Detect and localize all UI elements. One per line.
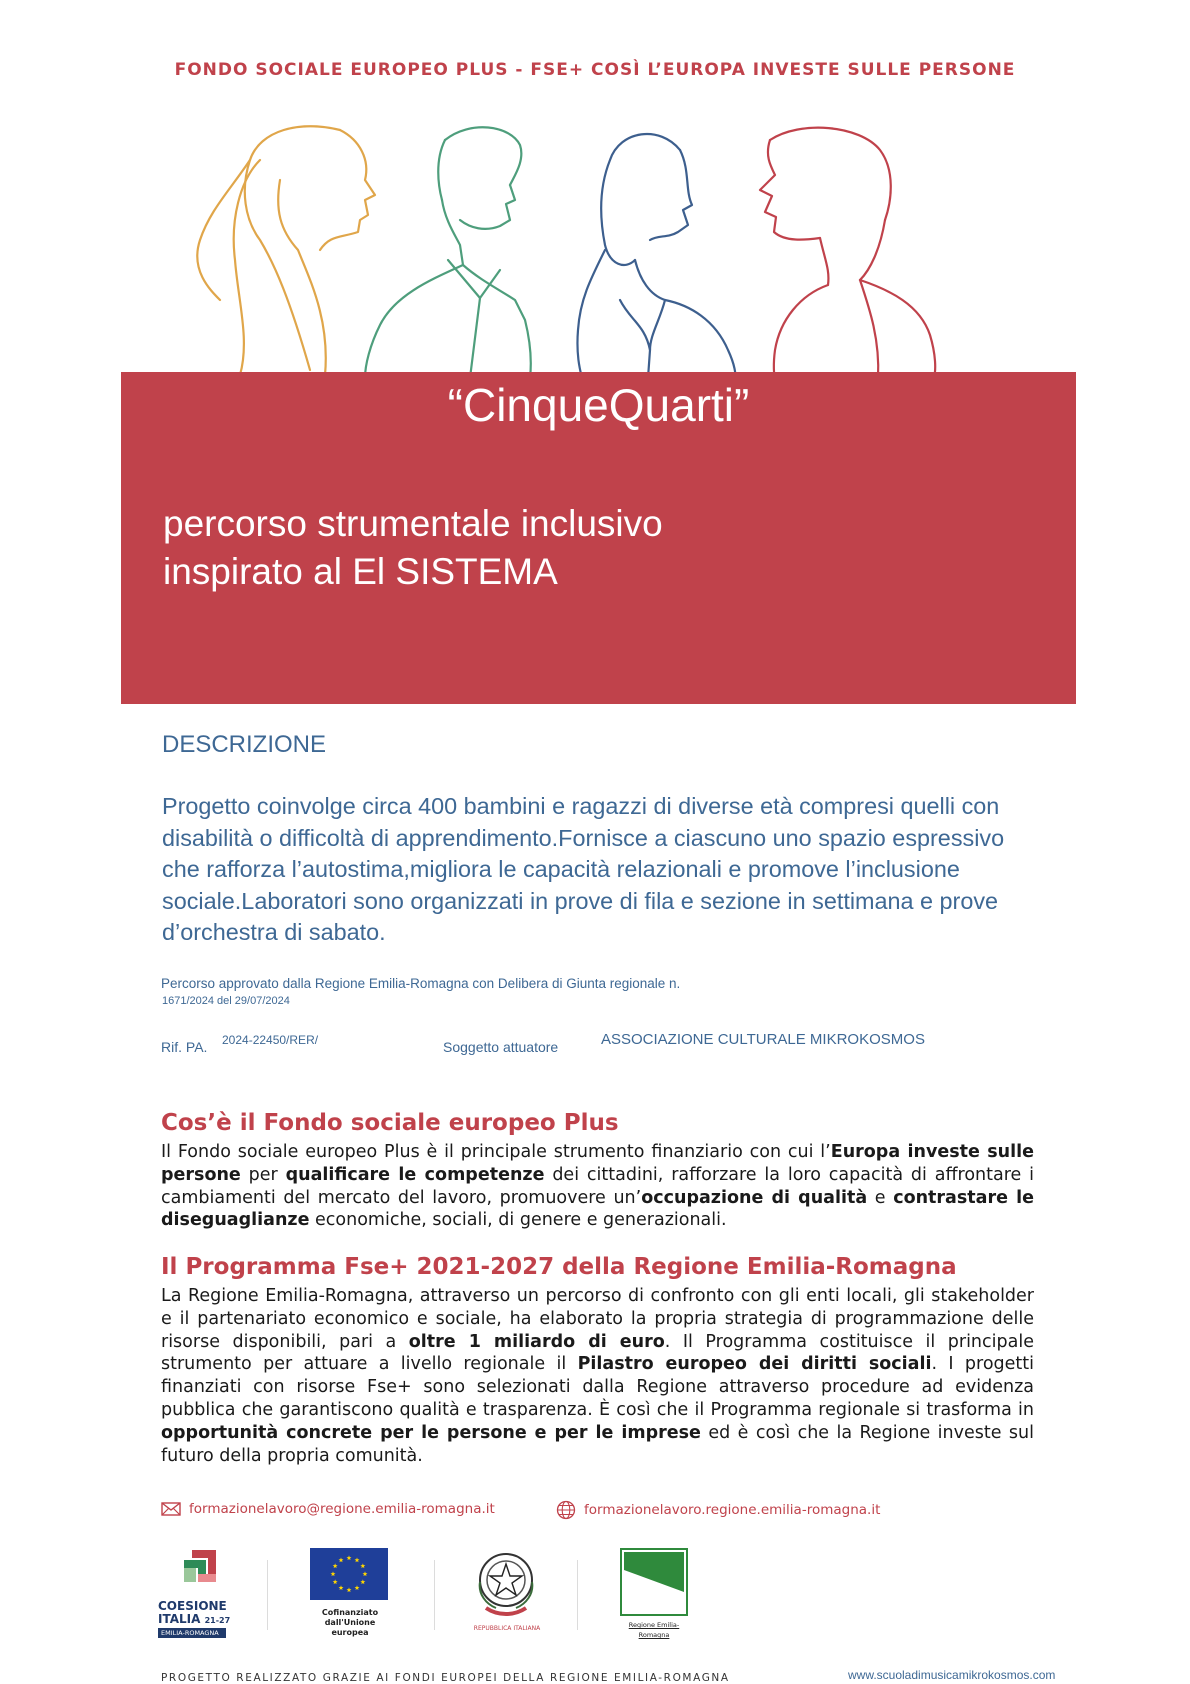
approval-number: 1671/2024 del 29/07/2024 — [162, 995, 290, 1007]
coesione-line1: COESIONE — [158, 1599, 227, 1613]
section2-text: . Il Programma costituisce il principale strumento per attuare a livello regionale il — [161, 1331, 1034, 1375]
rif-label: Rif. PA. — [161, 1039, 208, 1055]
coesione-years: 21-27 — [204, 1616, 231, 1625]
coesione-mark-icon — [170, 1548, 230, 1596]
section2-bold: Pilastro europeo dei diritti sociali — [577, 1354, 932, 1375]
soggetto-label: Soggetto attuatore — [443, 1039, 559, 1055]
email-link[interactable]: formazionelavoro@regione.emilia-romagna.it — [189, 1501, 495, 1517]
coesione-line2: ITALIA — [158, 1612, 201, 1626]
section1-text: per — [240, 1164, 286, 1185]
soggetto-value: ASSOCIAZIONE CULTURALE MIKROKOSMOS — [601, 1031, 925, 1048]
section2-text: . I progetti finanziati con risorse Fse+ sono selezionati dalla Regione attraverso procedure ad evidenza pubblica che garantiscono qualità e trasparenza. È così che il Programma regionale si trasforma in — [161, 1354, 1035, 1420]
section2-bold: opportunità concrete per le persone e per le imprese — [161, 1422, 701, 1443]
logo-separator — [267, 1560, 268, 1630]
description-body: Progetto coinvolge circa 400 bambini e ragazzi di diverse età compresi quelli con disabilità o difficoltà di apprendimento.Fornisce a ciascuno uno spazio espressivo che rafforza l’autostima,migliora le capacità relazionali e promove l’inclusione sociale.Laboratori sono organizzati in prove di fila e sezione in settimana e prove d’orchestra di sabato. — [162, 793, 1005, 945]
person-blue-icon — [577, 134, 735, 378]
section1-bold: contrastare le diseguaglianze — [161, 1187, 1034, 1231]
person-red-icon — [760, 128, 935, 378]
regione-label: Regione Emilia-Romagna — [628, 1621, 680, 1639]
section1-bold: Europa investe sulle persone — [161, 1142, 1035, 1185]
section1-heading: Cos’è il Fondo sociale europeo Plus — [161, 1110, 619, 1136]
coesione-line2-wrap — [158, 1613, 238, 1627]
envelope-icon — [161, 1502, 181, 1516]
logo-separator — [434, 1560, 435, 1630]
repubblica-label: REPUBBLICA ITALIANA — [473, 1625, 541, 1632]
section2-heading: Il Programma Fse+ 2021-2027 della Regione Emilia-Romagna — [161, 1254, 957, 1280]
website-link[interactable]: formazionelavoro.regione.emilia-romagna.it — [584, 1502, 881, 1518]
project-subtitle — [163, 500, 1043, 596]
repubblica-italiana-emblem — [472, 1548, 542, 1638]
header-tagline — [0, 60, 1190, 80]
regione-emilia-romagna-logo — [620, 1548, 700, 1638]
section1-bold: occupazione di qualità — [641, 1187, 868, 1208]
email-contact[interactable] — [161, 1501, 495, 1517]
section1-text: Il Fondo sociale europeo Plus è il principale strumento finanziario con cui l’ — [161, 1142, 831, 1162]
regione-emblem-icon — [620, 1548, 688, 1616]
person-orange-icon — [197, 126, 375, 375]
section1-text: e — [867, 1187, 894, 1208]
section1-text: dei cittadini, rafforzare la loro capacità di affrontare i cambiamenti del mercato del lavoro, promuovere un’ — [161, 1164, 1035, 1208]
section2-body — [161, 1285, 1034, 1467]
section2-text: ed è così che la Regione investe sul futuro della propria comunità. — [161, 1422, 1034, 1466]
subtitle-line-2: inspirato al El SISTEMA — [163, 551, 558, 592]
eu-line1: Cofinanziato — [321, 1608, 379, 1617]
globe-icon — [556, 1500, 576, 1520]
person-green-icon — [365, 127, 531, 378]
coesione-italia-logo — [158, 1548, 238, 1644]
section1-bold: qualificare le competenze — [285, 1164, 545, 1185]
italian-emblem-icon — [472, 1548, 540, 1620]
eu-logo — [310, 1548, 390, 1638]
subtitle-line-1: percorso strumentale inclusivo — [163, 503, 663, 544]
approval-text: Percorso approvato dalla Regione Emilia-Romagna con Delibera di Giunta regionale n. — [161, 976, 681, 991]
logo-separator — [577, 1560, 578, 1630]
tagline-part1: FONDO SOCIALE EUROPEO PLUS - FSE+ — [174, 60, 585, 80]
project-title: “CinqueQuarti” — [447, 379, 750, 431]
footer-note: PROGETTO REALIZZATO GRAZIE AI FONDI EUROPEI DELLA REGIONE EMILIA-ROMAGNA — [161, 1672, 730, 1684]
section1-text: economiche, sociali, di genere e generazionali. — [309, 1210, 727, 1231]
people-line-illustration — [180, 120, 980, 380]
section1-body — [161, 1141, 1034, 1232]
rif-value: 2024-22450/RER/ — [222, 1033, 319, 1047]
section2-text: La Regione Emilia-Romagna, attraverso un percorso di confronto con gli enti locali, gli stakeholder e il partenariato economico e sociale, ha elaborato la propria strategia di programmazione delle risorse disponibili, pari a — [161, 1286, 1034, 1352]
footer-website-link[interactable]: www.scuoladimusicamikrokosmos.com — [848, 1668, 1056, 1682]
tagline-part2: COSÌ L’EUROPA INVESTE SULLE PERSONE — [591, 60, 1016, 80]
coesione-region: EMILIA-ROMAGNA — [158, 1628, 226, 1638]
eu-flag-icon — [310, 1548, 388, 1600]
eu-line2: dall'Unione europea — [324, 1618, 376, 1637]
description-heading: DESCRIZIONE — [162, 731, 327, 758]
section2-bold: oltre 1 miliardo di euro — [408, 1331, 665, 1352]
website-contact[interactable] — [556, 1500, 880, 1520]
